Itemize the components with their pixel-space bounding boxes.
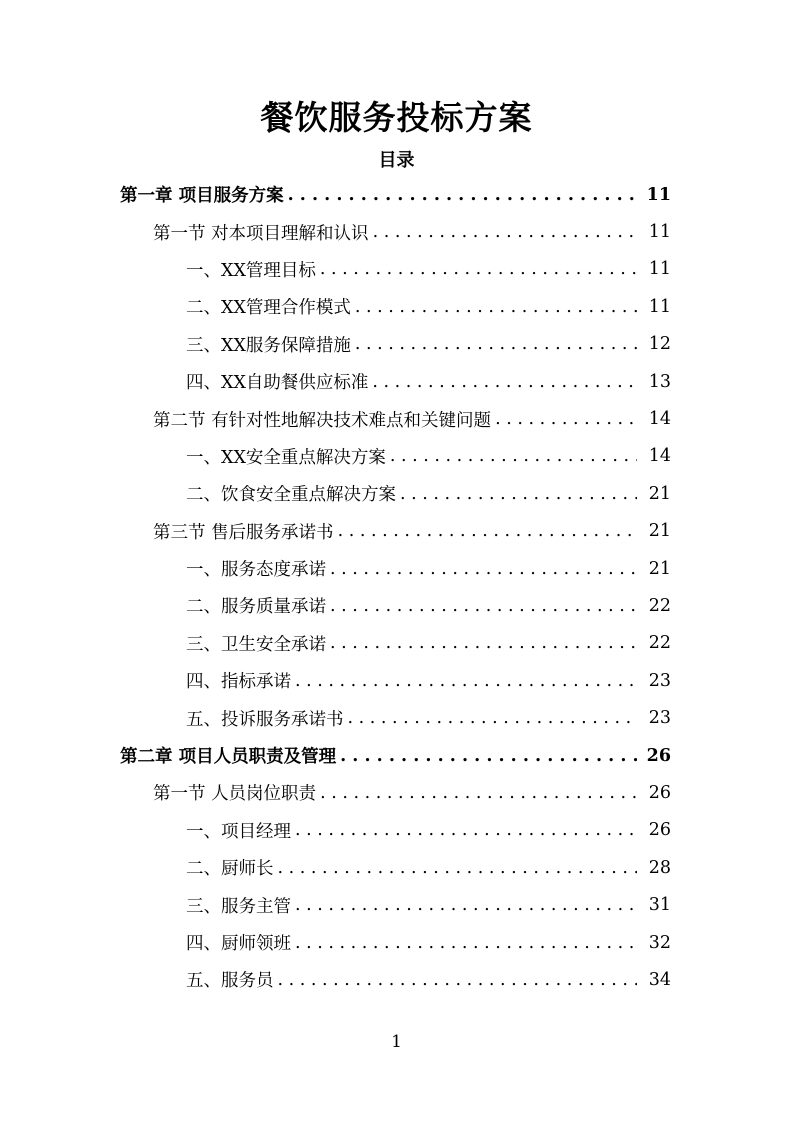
toc-entry-page: 34 — [648, 969, 671, 990]
dot-leader — [295, 671, 637, 691]
dot-leader — [278, 858, 638, 878]
toc-entry-page: 32 — [648, 932, 671, 953]
toc-entry-title: 四、指标承诺 — [186, 672, 291, 693]
toc-subsection-entry[interactable] — [0, 662, 793, 699]
toc-subsection-entry[interactable] — [0, 550, 793, 587]
toc-subsection-entry[interactable] — [0, 924, 793, 961]
toc-entry-title: 第一节 对本项目理解和认识 — [153, 223, 369, 244]
toc-subsection-entry[interactable] — [0, 288, 793, 325]
toc-entry-title: 二、厨师长 — [186, 859, 274, 880]
toc-entry-page: 11 — [648, 222, 671, 243]
dot-leader — [355, 334, 637, 354]
toc-entry-title: 一、项目经理 — [186, 821, 291, 842]
toc-subsection-entry[interactable] — [0, 438, 793, 475]
toc-entry-title: 三、服务主管 — [186, 896, 291, 917]
toc-entry-page: 14 — [648, 446, 671, 467]
dot-leader — [373, 222, 637, 242]
dot-leader — [330, 559, 637, 579]
dot-leader — [355, 297, 637, 317]
document-title: 餐饮服务投标方案 — [260, 98, 533, 137]
toc-subsection-entry[interactable] — [0, 363, 793, 400]
dot-leader — [338, 521, 637, 541]
toc-entry-page: 31 — [648, 895, 671, 916]
toc-chapter-entry[interactable] — [0, 176, 793, 213]
toc-subsection-entry[interactable] — [0, 699, 793, 736]
toc-entry-title: 三、卫生安全承诺 — [186, 634, 326, 655]
dot-leader — [295, 933, 637, 953]
dot-leader — [330, 596, 637, 616]
toc-subsection-entry[interactable] — [0, 849, 793, 886]
toc-entry-title: 一、服务态度承诺 — [186, 560, 326, 581]
toc-chapter-entry[interactable] — [0, 737, 793, 774]
toc-entry-page: 21 — [648, 558, 671, 579]
toc-entry-page: 22 — [648, 633, 671, 654]
toc-entry-title: 二、XX管理合作模式 — [186, 298, 351, 319]
toc-entry-page: 23 — [648, 670, 671, 691]
dot-leader — [320, 259, 637, 279]
toc-entry-page: 12 — [648, 334, 671, 355]
toc-entry-page: 13 — [648, 371, 671, 392]
toc-entry-page: 28 — [648, 857, 671, 878]
table-of-contents — [0, 176, 793, 999]
dot-leader — [372, 372, 637, 392]
toc-entry-page: 26 — [648, 782, 671, 803]
toc-subsection-entry[interactable] — [0, 625, 793, 662]
toc-section-entry[interactable] — [0, 400, 793, 437]
toc-entry-title: 第一节 人员岗位职责 — [153, 784, 317, 805]
toc-entry-page: 21 — [648, 483, 671, 504]
toc-subsection-entry[interactable] — [0, 251, 793, 288]
toc-entry-page: 11 — [648, 296, 671, 317]
toc-subsection-entry[interactable] — [0, 886, 793, 923]
toc-subsection-entry[interactable] — [0, 587, 793, 624]
toc-subsection-entry[interactable] — [0, 475, 793, 512]
toc-entry-title: 第二章 项目人员职责及管理 — [120, 747, 337, 768]
dot-leader — [320, 783, 637, 803]
toc-entry-page: 26 — [646, 745, 671, 766]
dot-leader — [340, 746, 637, 766]
toc-section-entry[interactable] — [0, 513, 793, 550]
toc-entry-title: 四、厨师领班 — [186, 934, 291, 954]
dot-leader — [295, 895, 637, 915]
toc-entry-title: 二、饮食安全重点解决方案 — [186, 485, 396, 506]
toc-entry-title: 五、服务员 — [186, 971, 274, 992]
toc-subsection-entry[interactable] — [0, 812, 793, 849]
toc-entry-page: 21 — [648, 521, 671, 542]
dot-leader — [348, 708, 638, 728]
dot-leader — [278, 970, 638, 990]
toc-entry-title: 一、XX安全重点解决方案 — [186, 447, 386, 468]
toc-entry-title: 五、投诉服务承诺书 — [186, 709, 344, 730]
toc-entry-title: 四、XX自助餐供应标准 — [186, 373, 369, 394]
toc-entry-title: 第二节 有针对性地解决技术难点和关键问题 — [153, 410, 492, 431]
page-number: 1 — [391, 1032, 402, 1052]
toc-subsection-entry[interactable] — [0, 326, 793, 363]
toc-entry-title: 三、XX服务保障措施 — [186, 335, 351, 356]
dot-leader — [390, 446, 637, 466]
toc-entry-page: 23 — [648, 708, 671, 729]
toc-entry-page: 11 — [648, 259, 671, 280]
toc-subsection-entry[interactable] — [0, 961, 793, 998]
toc-entry-page: 14 — [648, 409, 671, 430]
toc-heading: 目录 — [378, 150, 415, 171]
dot-leader — [495, 409, 637, 429]
dot-leader — [295, 820, 637, 840]
toc-entry-title: 第三节 售后服务承诺书 — [153, 522, 334, 543]
toc-entry-page: 22 — [648, 595, 671, 616]
dot-leader — [288, 185, 637, 205]
dot-leader — [400, 484, 637, 504]
toc-entry-title: 第一章 项目服务方案 — [120, 186, 284, 207]
dot-leader — [330, 633, 637, 653]
toc-section-entry[interactable] — [0, 213, 793, 250]
toc-entry-page: 26 — [648, 820, 671, 841]
toc-entry-title: 二、服务质量承诺 — [186, 597, 326, 618]
toc-entry-page: 11 — [646, 184, 671, 205]
toc-section-entry[interactable] — [0, 774, 793, 811]
toc-entry-title: 一、XX管理目标 — [186, 260, 316, 281]
